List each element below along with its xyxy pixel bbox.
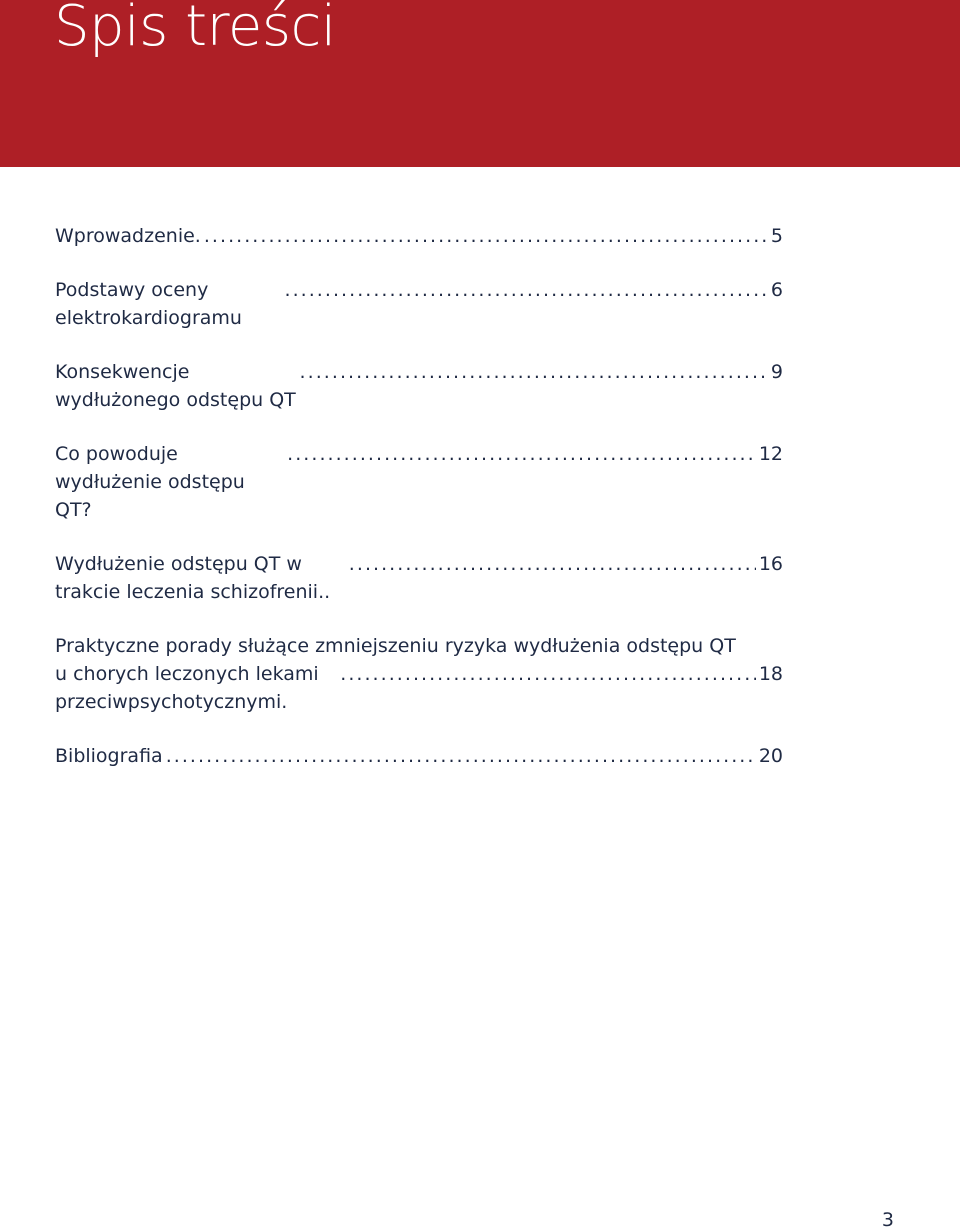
toc-entry-page: 6 — [770, 279, 783, 301]
toc-entry-title-line2: u chorych leczonych lekami przeciwpsychotycznymi. — [55, 663, 319, 713]
toc-entry-page: 5 — [770, 225, 783, 247]
dot-leader — [340, 660, 756, 688]
toc-entry-title: Bibliografia — [55, 745, 163, 767]
toc-entry-practical-advice[interactable] — [55, 632, 783, 716]
dot-leader — [204, 222, 768, 250]
page-title: Spis treści — [54, 0, 336, 59]
dot-leader — [166, 742, 756, 770]
dot-leader — [284, 276, 767, 304]
toc-entry-page: 12 — [758, 443, 783, 465]
header-band — [0, 0, 960, 167]
toc-entry-page: 9 — [770, 361, 783, 383]
toc-entry-qt-schizophrenia[interactable] — [55, 550, 783, 606]
toc-entry-bibliography[interactable] — [55, 742, 783, 770]
page-number: 3 — [881, 1209, 894, 1231]
toc-entry-introduction[interactable] — [55, 222, 783, 250]
toc-entry-title: Wydłużenie odstępu QT w trakcie leczenia schizofrenii.. — [55, 553, 331, 603]
dot-leader — [287, 440, 756, 468]
dot-leader — [349, 550, 756, 578]
toc-entry-title: Podstawy oceny elektrokardiogramu — [55, 279, 242, 329]
toc-entry-title: Wprowadzenie. — [55, 225, 201, 247]
toc-entry-page: 16 — [758, 553, 783, 575]
toc-entry-page: 20 — [758, 745, 783, 767]
table-of-contents — [55, 222, 783, 796]
toc-entry-page: 18 — [758, 663, 783, 685]
toc-entry-qt-causes[interactable] — [55, 440, 783, 524]
toc-entry-title: Co powoduje wydłużenie odstępu QT? — [55, 443, 245, 521]
dot-leader — [300, 358, 768, 386]
toc-entry-ecg-basics[interactable] — [55, 276, 783, 332]
toc-entry-qt-consequences[interactable] — [55, 358, 783, 414]
toc-entry-title-line1: Praktyczne porady służące zmniejszeniu ryzyka wydłużenia odstępu QT — [55, 635, 736, 657]
toc-entry-title: Konsekwencje wydłużonego odstępu QT — [55, 361, 296, 411]
